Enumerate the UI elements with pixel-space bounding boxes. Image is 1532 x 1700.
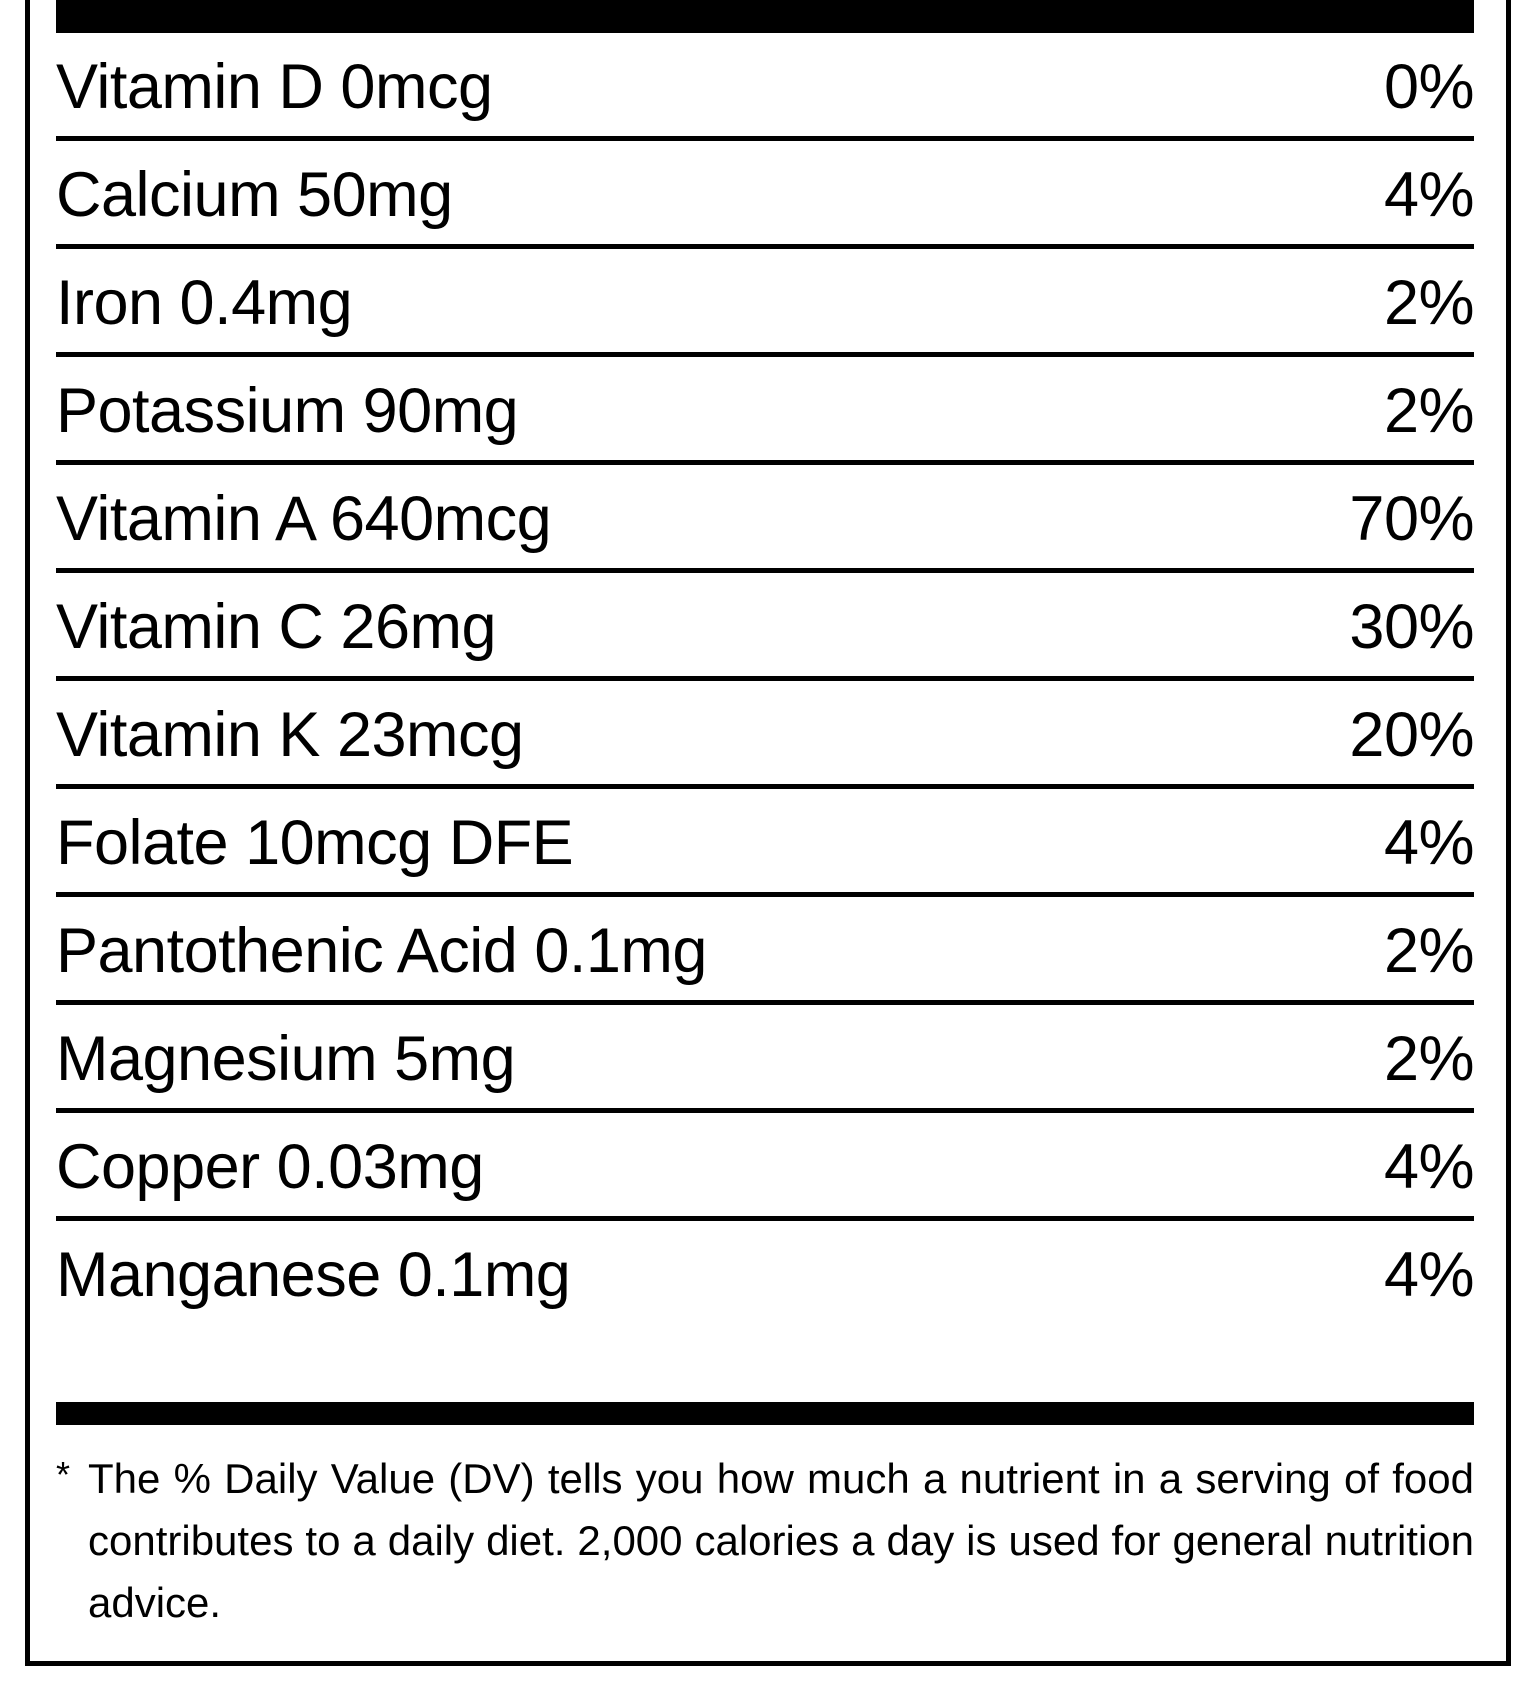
nutrient-daily-value: 0% — [1383, 52, 1474, 122]
nutrient-daily-value: 2% — [1383, 268, 1474, 338]
nutrient-name: Vitamin C 26mg — [56, 592, 497, 662]
bottom-thick-divider — [56, 1402, 1474, 1425]
nutrient-daily-value: 4% — [1383, 808, 1474, 878]
nutrient-name: Iron 0.4mg — [56, 268, 353, 338]
nutrient-daily-value: 4% — [1383, 1240, 1474, 1310]
footnote-marker: * — [56, 1454, 71, 1495]
nutrient-list — [56, 33, 1474, 1329]
nutrient-name: Vitamin K 23mcg — [56, 700, 524, 770]
nutrient-name: Copper 0.03mg — [56, 1132, 484, 1202]
nutrient-row-vitamin-c — [56, 573, 1474, 681]
nutrient-row-vitamin-a — [56, 465, 1474, 573]
nutrient-daily-value: 2% — [1383, 1024, 1474, 1094]
nutrient-name: Vitamin D 0mcg — [56, 52, 493, 122]
nutrient-row-copper — [56, 1113, 1474, 1221]
nutrient-row-folate — [56, 789, 1474, 897]
nutrient-row-vitamin-d — [56, 33, 1474, 141]
nutrient-name: Pantothenic Acid 0.1mg — [56, 916, 707, 986]
nutrient-row-potassium — [56, 357, 1474, 465]
nutrient-daily-value: 4% — [1383, 1132, 1474, 1202]
nutrient-daily-value: 4% — [1383, 160, 1474, 230]
nutrient-daily-value: 30% — [1349, 592, 1474, 662]
footnote-text: The % Daily Value (DV) tells you how much a nutrient in a serving of food contributes to a daily diet. 2,000 calories a day is used for general nutrition advice. — [88, 1455, 1474, 1626]
nutrient-name: Manganese 0.1mg — [56, 1240, 571, 1310]
nutrient-daily-value: 20% — [1349, 700, 1474, 770]
nutrient-row-manganese — [56, 1221, 1474, 1329]
nutrient-daily-value: 2% — [1383, 916, 1474, 986]
daily-value-footnote — [56, 1448, 1474, 1634]
top-thick-divider — [56, 0, 1474, 33]
nutrient-row-iron — [56, 249, 1474, 357]
nutrient-name: Calcium 50mg — [56, 160, 453, 230]
nutrient-row-pantothenic-acid — [56, 897, 1474, 1005]
nutrient-row-vitamin-k — [56, 681, 1474, 789]
nutrient-name: Folate 10mcg DFE — [56, 808, 574, 878]
nutrient-name: Magnesium 5mg — [56, 1024, 516, 1094]
nutrient-daily-value: 70% — [1349, 484, 1474, 554]
nutrient-daily-value: 2% — [1383, 376, 1474, 446]
nutrient-name: Potassium 90mg — [56, 376, 519, 446]
nutrient-name: Vitamin A 640mcg — [56, 484, 552, 554]
nutrient-row-calcium — [56, 141, 1474, 249]
nutrient-row-magnesium — [56, 1005, 1474, 1113]
